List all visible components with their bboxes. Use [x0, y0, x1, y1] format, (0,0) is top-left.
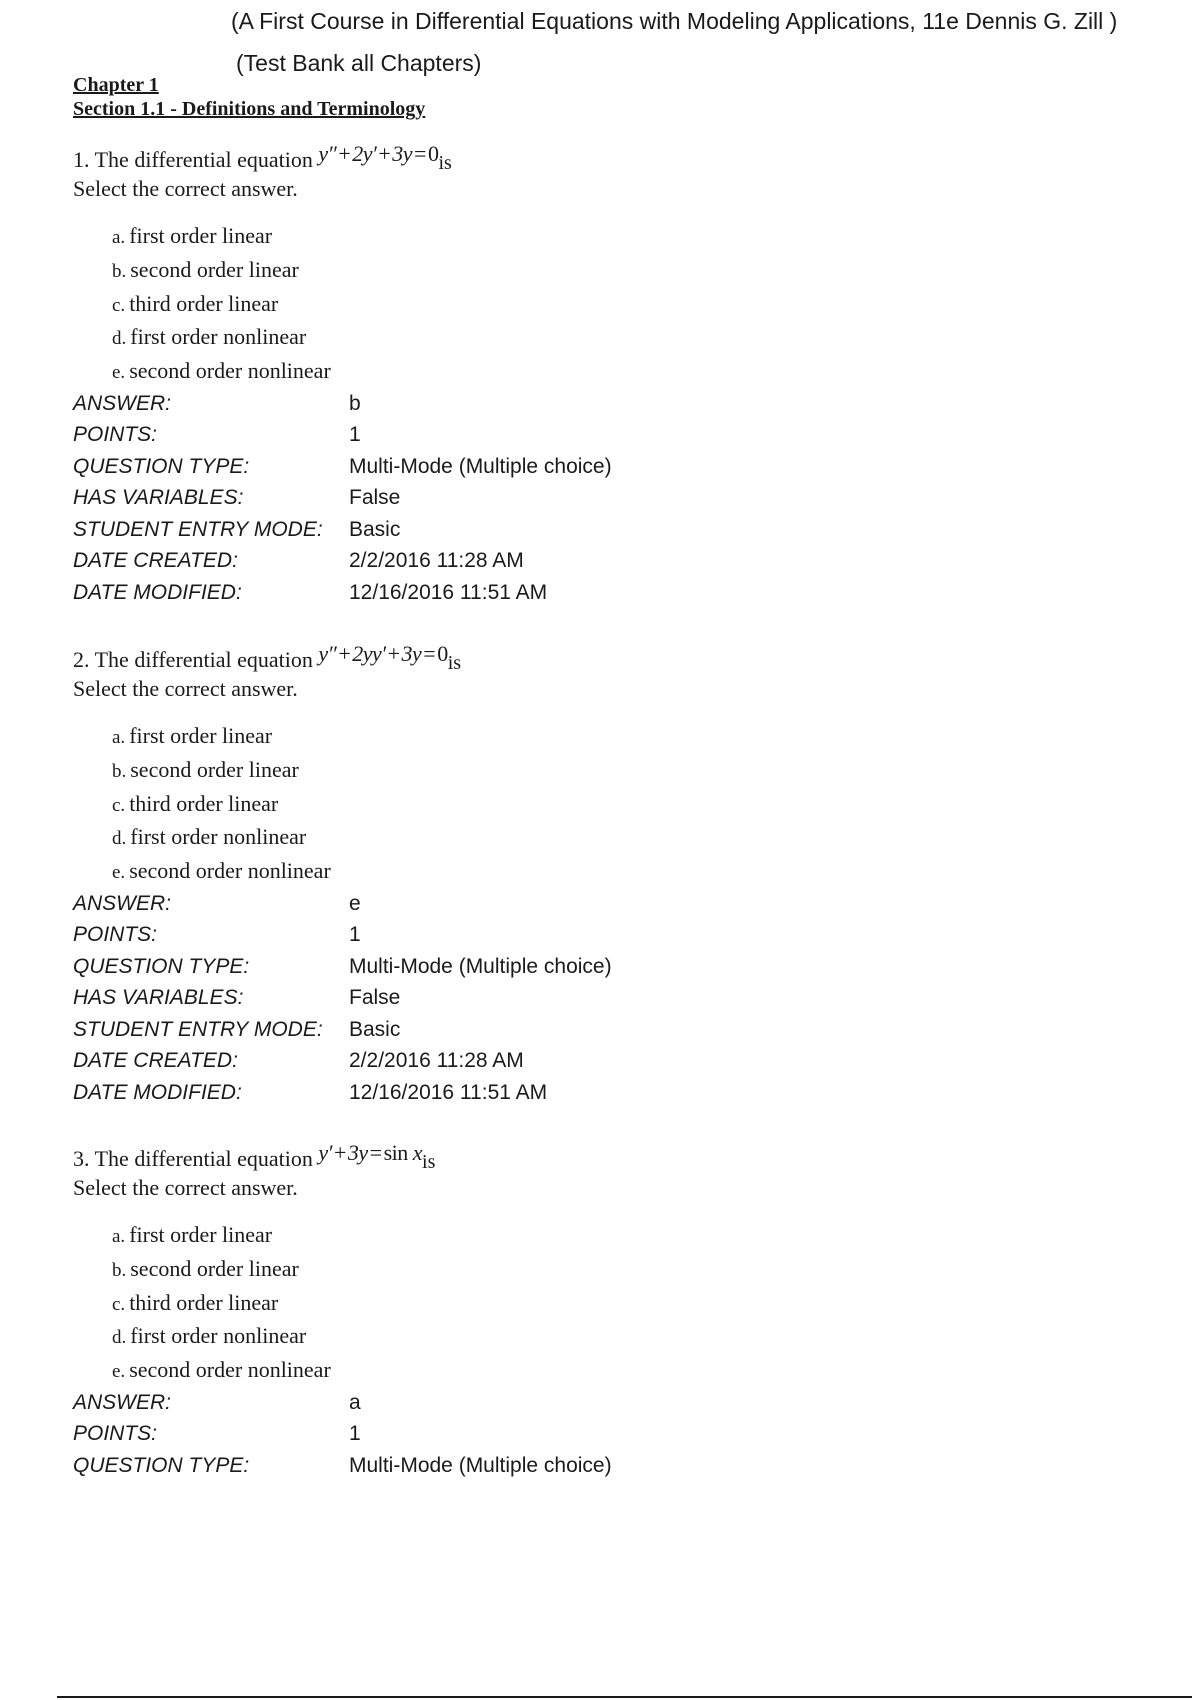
- meta-value: 1: [349, 1422, 361, 1446]
- meta-student-entry-mode: [73, 1014, 1173, 1046]
- eq-term: 2yy: [352, 641, 382, 666]
- option-text: first order nonlinear: [130, 824, 307, 850]
- instruction-text: Select the correct answer.: [73, 176, 298, 201]
- option-c: [112, 1286, 1173, 1320]
- test-bank-subtitle: (Test Bank all Chapters): [236, 50, 482, 76]
- meta-key: HAS VARIABLES:: [73, 486, 244, 510]
- option-text: third order linear: [129, 290, 279, 316]
- meta-has-variables: [73, 982, 1173, 1014]
- meta-key: QUESTION TYPE:: [73, 954, 250, 978]
- section-heading: Section 1.1 - Definitions and Terminology: [73, 98, 426, 120]
- option-e: [112, 854, 1173, 888]
- option-letter: c.: [112, 294, 126, 316]
- stem-prefix: The differential equation: [94, 1146, 313, 1171]
- meta-points: [73, 419, 1173, 451]
- option-d: [112, 820, 1173, 854]
- meta-value: 1: [349, 423, 361, 447]
- option-letter: a.: [112, 727, 126, 748]
- meta-key: HAS VARIABLES:: [73, 986, 244, 1010]
- option-c: [112, 787, 1173, 821]
- meta-student-entry-mode: [73, 514, 1173, 546]
- eq-rhs: 0: [427, 141, 439, 166]
- meta-question-type: [73, 951, 1173, 983]
- question-metadata: [73, 388, 1173, 609]
- meta-value: b: [349, 391, 361, 415]
- meta-key: QUESTION TYPE:: [73, 1453, 250, 1477]
- option-letter: b.: [112, 760, 127, 782]
- meta-key: DATE CREATED:: [73, 549, 238, 573]
- meta-value: 2/2/2016 11:28 AM: [349, 549, 524, 573]
- meta-date-modified: [73, 577, 1173, 609]
- equation: [318, 141, 438, 166]
- meta-key: POINTS:: [73, 923, 158, 947]
- equation: [318, 1140, 422, 1165]
- instruction-text: Select the correct answer.: [73, 676, 298, 701]
- answer-options: [73, 1218, 1173, 1387]
- stem-prefix: The differential equation: [94, 647, 313, 672]
- option-d: [112, 320, 1173, 354]
- meta-value: 12/16/2016 11:51 AM: [349, 1080, 548, 1104]
- meta-points: [73, 919, 1173, 951]
- option-letter: d.: [112, 828, 127, 850]
- stem-suffix: is: [447, 652, 462, 674]
- option-letter: e.: [112, 1361, 126, 1383]
- meta-value: False: [349, 486, 401, 510]
- meta-key: ANSWER:: [73, 1390, 172, 1414]
- question-stem: [73, 141, 1173, 175]
- eq-operator: +: [387, 641, 400, 666]
- stem-prefix: The differential equation: [94, 147, 313, 172]
- option-a: [112, 219, 1173, 253]
- option-a: [112, 1218, 1173, 1252]
- book-title: (A First Course in Differential Equations with Modeling Applications, 11e Dennis G. Zill ): [231, 8, 1118, 34]
- meta-date-modified: [73, 1077, 1173, 1109]
- meta-key: POINTS:: [73, 1422, 158, 1446]
- meta-key: ANSWER:: [73, 391, 172, 415]
- option-letter: a.: [112, 1226, 126, 1247]
- meta-value: False: [349, 986, 401, 1010]
- meta-value: Multi-Mode (Multiple choice): [349, 1453, 612, 1477]
- option-c: [112, 287, 1173, 321]
- option-text: third order linear: [129, 1289, 279, 1315]
- option-text: second order linear: [130, 256, 299, 282]
- meta-value: Basic: [349, 517, 401, 541]
- option-a: [112, 719, 1173, 753]
- eq-rhs: x: [412, 1140, 423, 1165]
- meta-key: DATE MODIFIED:: [73, 1080, 242, 1104]
- question-stem: [73, 1140, 1173, 1174]
- option-text: first order linear: [129, 223, 273, 248]
- meta-date-created: [73, 545, 1173, 577]
- meta-value: 2/2/2016 11:28 AM: [349, 1049, 524, 1073]
- eq-operator: +: [338, 141, 351, 166]
- option-text: first order nonlinear: [130, 1323, 307, 1349]
- meta-answer: [73, 388, 1173, 420]
- question-2: [73, 641, 1173, 1108]
- question-metadata: [73, 1387, 1173, 1482]
- meta-key: ANSWER:: [73, 891, 172, 915]
- eq-term: 3y: [401, 641, 422, 666]
- eq-term: y: [318, 641, 328, 666]
- option-text: second order linear: [130, 756, 299, 782]
- option-text: second order linear: [130, 1255, 299, 1281]
- meta-value: e: [349, 891, 361, 915]
- meta-answer: [73, 888, 1173, 920]
- eq-prime: ′: [381, 641, 386, 666]
- answer-options: [73, 719, 1173, 888]
- eq-prime: ′: [327, 1140, 332, 1165]
- option-text: first order nonlinear: [130, 324, 307, 350]
- meta-value: 12/16/2016 11:51 AM: [349, 580, 548, 604]
- meta-value: Multi-Mode (Multiple choice): [349, 954, 612, 978]
- option-letter: c.: [112, 1293, 126, 1315]
- option-letter: e.: [112, 862, 126, 884]
- question-number: 2.: [73, 647, 90, 672]
- answer-options: [73, 219, 1173, 388]
- meta-key: STUDENT ENTRY MODE:: [73, 1017, 323, 1041]
- option-letter: d.: [112, 328, 127, 350]
- option-letter: e.: [112, 362, 126, 384]
- meta-value: 1: [349, 923, 361, 947]
- question-1: [73, 141, 1173, 608]
- eq-term: y: [318, 141, 328, 166]
- meta-question-type: [73, 451, 1173, 483]
- eq-term: 2y: [352, 141, 373, 166]
- option-text: second order nonlinear: [129, 358, 331, 384]
- option-b: [112, 753, 1173, 787]
- option-e: [112, 354, 1173, 388]
- question-metadata: [73, 888, 1173, 1109]
- option-b: [112, 1252, 1173, 1286]
- chapter-heading: Chapter 1: [73, 74, 159, 96]
- meta-value: Basic: [349, 1017, 401, 1041]
- eq-equals: =: [414, 141, 426, 166]
- option-text: first order linear: [129, 1222, 273, 1247]
- question-number: 3.: [73, 1146, 90, 1171]
- eq-term: 3y: [347, 1140, 368, 1165]
- option-text: second order nonlinear: [129, 858, 331, 884]
- option-text: first order linear: [129, 723, 273, 748]
- eq-prime: ″: [327, 641, 337, 666]
- eq-rhs: 0: [437, 641, 448, 666]
- option-letter: c.: [112, 794, 126, 816]
- stem-suffix: is: [422, 1151, 436, 1173]
- option-letter: d.: [112, 1327, 127, 1349]
- meta-key: DATE CREATED:: [73, 1049, 238, 1073]
- option-letter: b.: [112, 1259, 127, 1281]
- eq-term: y: [318, 1140, 328, 1165]
- meta-key: STUDENT ENTRY MODE:: [73, 517, 323, 541]
- eq-function: sin: [383, 1140, 408, 1165]
- eq-prime: ′: [372, 141, 377, 166]
- meta-has-variables: [73, 482, 1173, 514]
- meta-question-type: [73, 1450, 1173, 1482]
- eq-prime: ″: [327, 141, 337, 166]
- option-text: third order linear: [129, 790, 279, 816]
- meta-points: [73, 1418, 1173, 1450]
- option-e: [112, 1353, 1173, 1387]
- eq-equals: =: [423, 641, 436, 666]
- meta-key: DATE MODIFIED:: [73, 580, 242, 604]
- option-letter: b.: [112, 260, 127, 282]
- page-bottom-rule: [57, 1696, 1192, 1698]
- eq-operator: +: [338, 641, 351, 666]
- instruction-text: Select the correct answer.: [73, 1175, 298, 1200]
- meta-key: QUESTION TYPE:: [73, 454, 250, 478]
- eq-term: 3y: [392, 141, 413, 166]
- eq-operator: +: [378, 141, 391, 166]
- option-b: [112, 253, 1173, 287]
- question-number: 1.: [73, 147, 90, 172]
- eq-equals: =: [369, 1140, 382, 1165]
- meta-date-created: [73, 1045, 1173, 1077]
- meta-key: POINTS:: [73, 423, 158, 447]
- option-text: second order nonlinear: [129, 1357, 331, 1383]
- question-3: [73, 1140, 1173, 1481]
- meta-value: Multi-Mode (Multiple choice): [349, 454, 612, 478]
- option-letter: a.: [112, 227, 126, 248]
- equation: [318, 641, 447, 666]
- eq-operator: +: [333, 1140, 346, 1165]
- option-d: [112, 1319, 1173, 1353]
- stem-suffix: is: [438, 152, 452, 174]
- meta-answer: [73, 1387, 1173, 1419]
- meta-value: a: [349, 1390, 361, 1414]
- question-stem: [73, 641, 1173, 675]
